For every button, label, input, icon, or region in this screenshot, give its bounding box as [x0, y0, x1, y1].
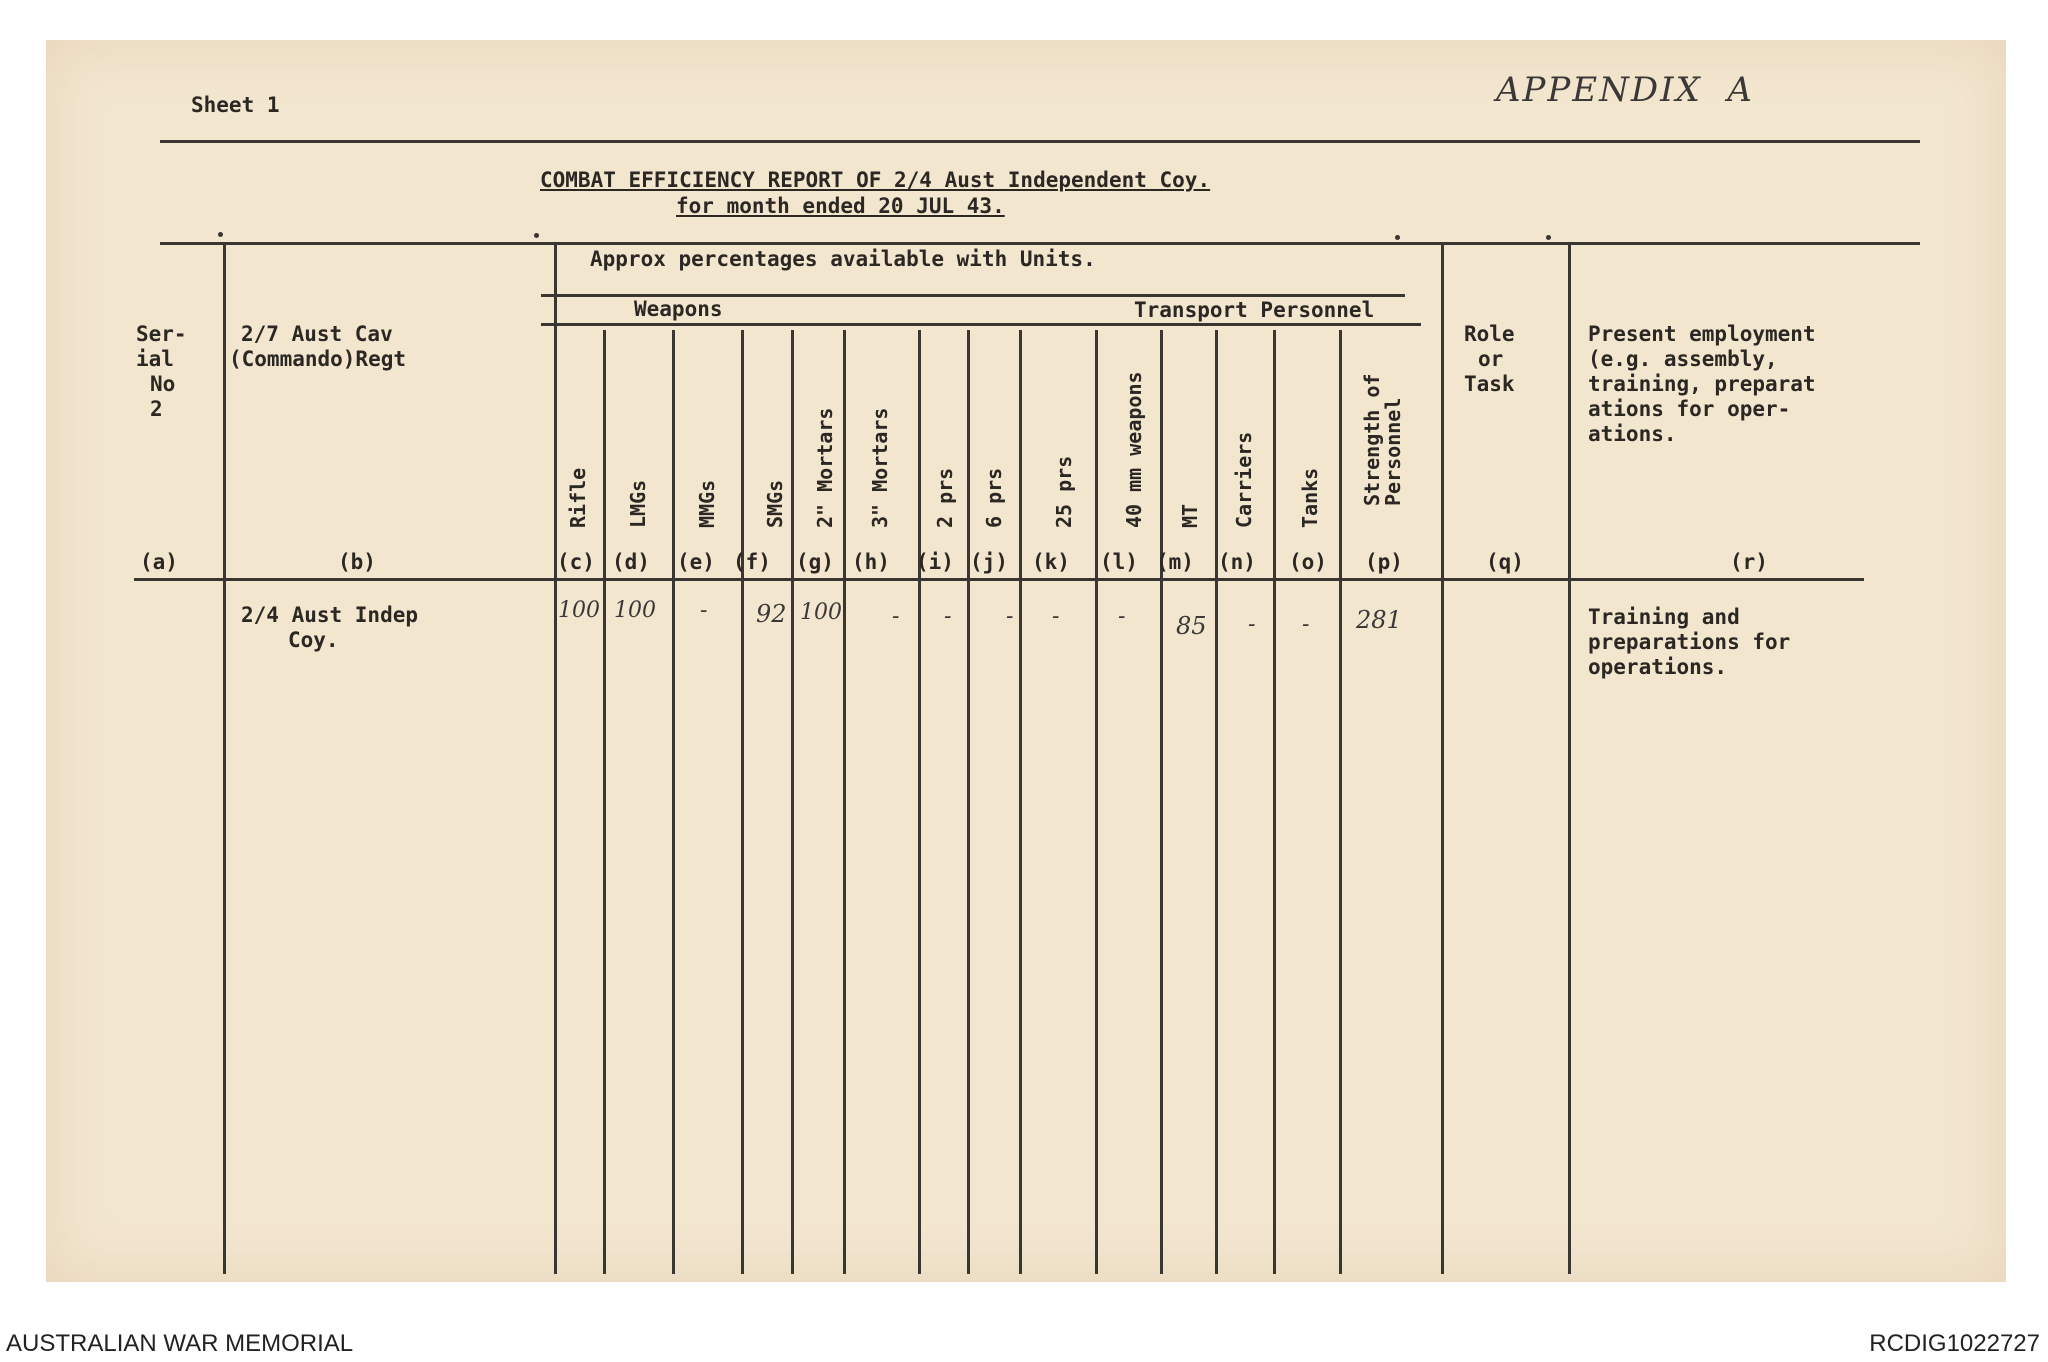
col-label-lmgs: LMGs	[626, 479, 650, 528]
col-letter: (k)	[1032, 550, 1070, 574]
col-divider	[918, 330, 921, 1274]
row-unit-line: 2/4 Aust Indep	[241, 603, 419, 627]
col-letter: (m)	[1156, 550, 1194, 574]
col-divider	[1273, 330, 1276, 1274]
col-label-mmgs: MMGs	[695, 479, 719, 528]
col-label-carriers: Carriers	[1232, 431, 1256, 528]
value-tanks: -	[1302, 612, 1310, 637]
col-divider	[1568, 244, 1571, 1274]
col-divider	[223, 244, 226, 1274]
col-divider	[672, 330, 675, 1274]
col-label-mt: MT	[1178, 503, 1202, 528]
col-label-3in-mortars: 3" Mortars	[868, 407, 892, 528]
serial-line: No	[150, 372, 176, 396]
col-letter: (h)	[852, 550, 890, 574]
col-divider	[1215, 330, 1218, 1274]
weapons-rule-bottom	[541, 323, 1421, 326]
value-2-prs: -	[944, 604, 952, 629]
row-present-line: operations.	[1588, 655, 1728, 679]
unit-header-line: 2/7 Aust Cav	[241, 322, 393, 346]
role-line: Task	[1464, 372, 1515, 396]
top-rule	[160, 140, 1920, 143]
unit-header-line: (Commando)Regt	[229, 347, 407, 371]
weapons-label: Weapons	[634, 297, 723, 321]
role-line: Role	[1464, 322, 1515, 346]
col-letter: (g)	[796, 550, 834, 574]
col-letter: (b)	[338, 550, 376, 574]
col-divider	[967, 330, 970, 1274]
report-subtitle: for month ended 20 JUL 43.	[676, 194, 1005, 218]
col-letter: (d)	[612, 550, 650, 574]
col-label-40mm-weapons: 40 mm weapons	[1122, 371, 1146, 528]
col-divider	[603, 330, 606, 1274]
col-divider	[1019, 330, 1022, 1274]
col-divider	[554, 244, 557, 1274]
punch-dot	[1395, 235, 1400, 240]
col-divider	[1095, 330, 1098, 1274]
punch-dot	[1546, 235, 1551, 240]
approx-label: Approx percentages available with Units.	[590, 247, 1096, 271]
col-letter: (i)	[916, 550, 954, 574]
present-header-line: training, preparat	[1588, 372, 1816, 396]
col-label-smgs: SMGs	[763, 479, 787, 528]
punch-dot	[534, 233, 539, 238]
col-letter: (p)	[1365, 550, 1403, 574]
sheet-label: Sheet 1	[191, 93, 280, 117]
col-letter: (c)	[557, 550, 595, 574]
value-3in-mortars: -	[892, 604, 900, 629]
table-top-rule	[160, 242, 1920, 245]
col-letter: (r)	[1730, 550, 1768, 574]
col-letter: (e)	[677, 550, 715, 574]
col-label-rifle: Rifle	[566, 467, 590, 528]
present-header-line: Present employment	[1588, 322, 1816, 346]
col-label-6-prs: 6 prs	[982, 467, 1006, 528]
col-divider	[1339, 330, 1342, 1274]
serial-line: 2	[150, 397, 163, 421]
col-label-2-prs: 2 prs	[933, 467, 957, 528]
col-divider	[1441, 244, 1444, 1274]
col-divider	[1160, 330, 1163, 1274]
appendix-label: APPENDIX A	[1496, 70, 1754, 110]
col-letter: (f)	[733, 550, 771, 574]
role-line: or	[1478, 347, 1504, 371]
report-title: COMBAT EFFICIENCY REPORT OF 2/4 Aust Independent Coy.	[540, 168, 1211, 192]
col-letter: (q)	[1486, 550, 1524, 574]
serial-line: ial	[136, 347, 174, 371]
transport-personnel-label: Transport Personnel	[1134, 298, 1375, 322]
row-present-line: preparations for	[1588, 630, 1791, 654]
value-strength: 281	[1356, 606, 1402, 634]
present-header-line: ations for oper-	[1588, 397, 1791, 421]
footer-id: RCDIG1022727	[1869, 1330, 2040, 1357]
row-unit-line: Coy.	[288, 628, 339, 652]
value-6-prs: -	[1006, 604, 1014, 629]
value-25-prs: -	[1052, 604, 1060, 629]
col-letter: (a)	[140, 550, 178, 574]
serial-line: Ser-	[136, 322, 187, 346]
col-divider	[791, 330, 794, 1274]
value-lmgs: 100	[614, 598, 656, 623]
value-40mm-weapons: -	[1118, 604, 1126, 629]
col-letter: (o)	[1289, 550, 1327, 574]
col-letter: (l)	[1100, 550, 1138, 574]
value-mmgs: -	[700, 598, 708, 623]
footer-source: AUSTRALIAN WAR MEMORIAL	[6, 1330, 354, 1357]
row-present-line: Training and	[1588, 605, 1740, 629]
present-header-line: ations.	[1588, 422, 1677, 446]
value-mt: 85	[1176, 612, 1207, 640]
col-letter: (j)	[970, 550, 1008, 574]
value-carriers: -	[1248, 612, 1256, 637]
col-divider	[843, 330, 846, 1274]
col-label-tanks: Tanks	[1298, 467, 1322, 528]
col-label-2in-mortars: 2" Mortars	[813, 407, 837, 528]
col-label-strength: Strength of Personnel	[1360, 373, 1405, 506]
header-bottom-rule	[134, 578, 1864, 581]
col-letter: (n)	[1218, 550, 1256, 574]
value-rifle: 100	[558, 598, 600, 623]
col-label-25-prs: 25 prs	[1052, 455, 1076, 528]
present-header-line: (e.g. assembly,	[1588, 347, 1778, 371]
punch-dot	[218, 232, 223, 237]
col-divider	[741, 330, 744, 1274]
value-2in-mortars: 100	[800, 600, 842, 625]
value-smgs: 92	[756, 600, 787, 628]
